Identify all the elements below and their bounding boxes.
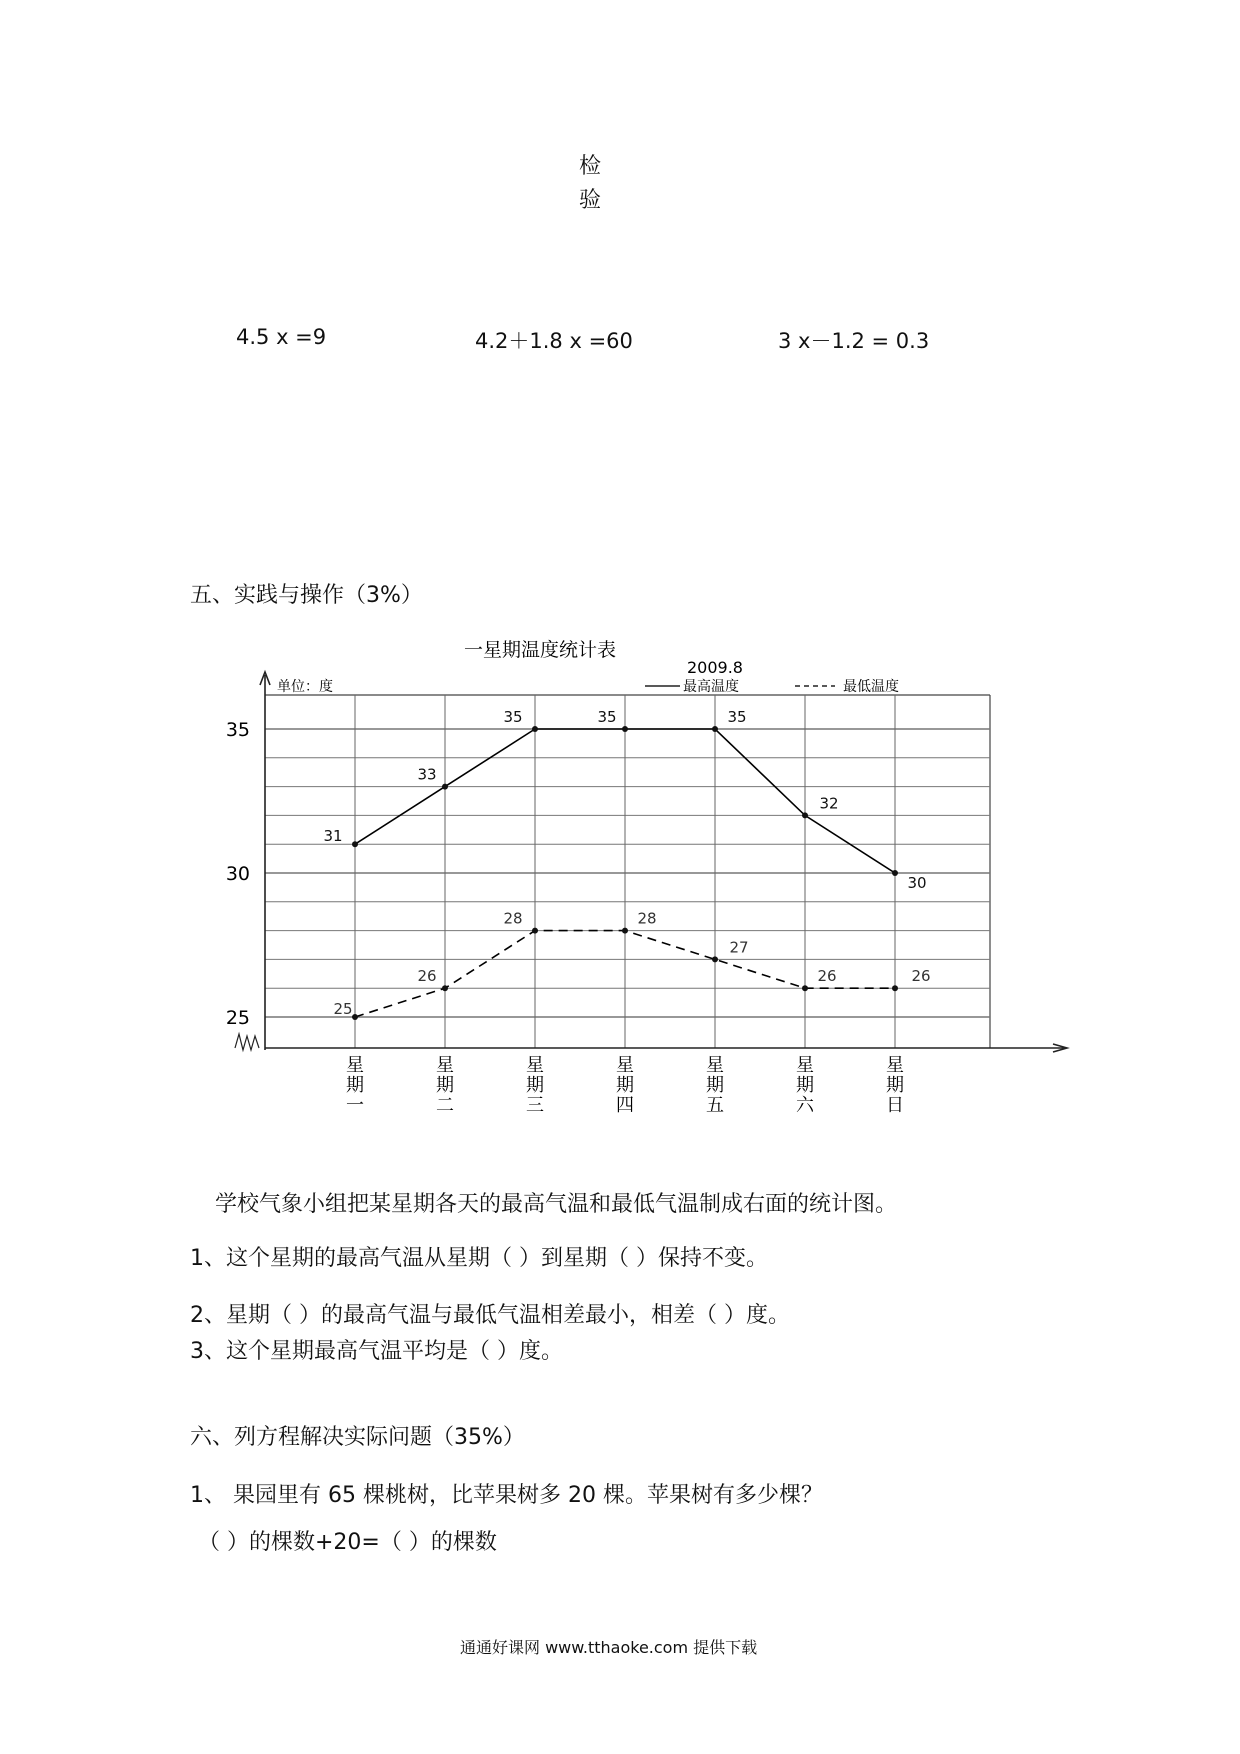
footer: 通通好课网 www.tthaoke.com 提供下载: [460, 1638, 758, 1657]
chart-title: 一星期温度统计表: [463, 639, 617, 661]
y-tick-label: 35: [225, 719, 250, 741]
question-1: 1、这个星期的最高气温从星期（ ）到星期（ ）保持不变。: [190, 1246, 768, 1271]
x-tick-label-char: 一: [346, 1095, 364, 1116]
data-point: [622, 726, 628, 732]
legend-label-min: 最低温度: [843, 679, 899, 695]
chart-labels: [226, 639, 931, 1116]
data-label: 35: [597, 708, 617, 726]
x-tick-label-char: 二: [436, 1095, 454, 1116]
section-6-heading: 六、列方程解决实际问题（35%）: [190, 1425, 525, 1450]
x-tick-label-char: 期: [706, 1075, 724, 1096]
x-tick-label-char: 五: [706, 1095, 724, 1116]
data-point: [892, 870, 898, 876]
data-point: [442, 784, 448, 790]
data-label: 26: [911, 967, 931, 986]
equation-2: 4.2＋1.8 x =60: [475, 329, 633, 353]
data-label: 31: [323, 827, 343, 846]
data-label: 32: [819, 794, 839, 813]
data-label: 35: [503, 708, 523, 726]
question-intro: 学校气象小组把某星期各天的最高气温和最低气温制成右面的统计图。: [215, 1192, 898, 1217]
x-tick-label-char: 期: [616, 1075, 634, 1096]
x-tick-label-char: 四: [616, 1095, 634, 1116]
data-point: [442, 985, 448, 991]
axis-break-icon: [235, 1034, 259, 1050]
check-label-2: 验: [578, 188, 601, 213]
x-tick-label-char: 期: [796, 1075, 814, 1096]
section-6-question-1: 1、 果园里有 65 棵桃树，比苹果树多 20 棵。苹果树有多少棵？: [190, 1483, 823, 1508]
x-tick-label-char: 六: [796, 1095, 814, 1116]
data-point: [352, 841, 358, 847]
x-tick-label-char: 星: [616, 1055, 634, 1076]
data-point: [802, 985, 808, 991]
x-tick-label-char: 三: [526, 1095, 544, 1116]
data-point: [802, 812, 808, 818]
x-tick-label-char: 星: [886, 1055, 904, 1076]
question-2: 2、星期（ ）的最高气温与最低气温相差最小，相差（ ）度。: [190, 1303, 790, 1328]
data-label: 26: [417, 967, 437, 986]
data-label: 35: [727, 708, 747, 726]
data-label: 28: [637, 909, 657, 928]
data-point: [532, 726, 538, 732]
x-tick-label-char: 星: [346, 1055, 364, 1076]
chart-grid: [265, 695, 990, 1048]
y-tick-label: 25: [225, 1007, 250, 1029]
equation-3: 3 x－1.2 = 0.3: [778, 329, 930, 353]
data-point: [622, 928, 628, 934]
data-label: 25: [333, 1000, 353, 1018]
data-point: [532, 928, 538, 934]
data-point: [712, 726, 718, 732]
legend-label-max: 最高温度: [683, 679, 739, 695]
temperature-line-chart: [195, 625, 1075, 1125]
x-tick-label-char: 期: [526, 1075, 544, 1096]
chart-subtitle: 2009.8: [687, 658, 743, 677]
x-tick-label-char: 日: [886, 1095, 904, 1116]
y-tick-label: 30: [225, 863, 250, 885]
data-label: 33: [417, 765, 437, 784]
data-label: 30: [907, 874, 927, 892]
check-label-1: 检: [578, 154, 601, 179]
x-tick-label-char: 星: [706, 1055, 724, 1076]
x-tick-label-char: 星: [436, 1055, 454, 1076]
chart-unit-label: 单位：度: [277, 679, 333, 695]
x-tick-label-char: 期: [346, 1075, 364, 1096]
data-label: 28: [503, 909, 523, 928]
section-5-heading: 五、实践与操作（3%）: [190, 583, 423, 608]
section-6-question-1-fill: （ ）的棵数+20=（ ）的棵数: [198, 1530, 497, 1555]
data-point: [352, 1014, 358, 1020]
data-label: 27: [729, 938, 749, 957]
x-tick-label-char: 星: [526, 1055, 544, 1076]
x-tick-label-char: 星: [796, 1055, 814, 1076]
data-label: 26: [817, 967, 837, 986]
data-point: [892, 985, 898, 991]
question-3: 3、这个星期最高气温平均是（ ）度。: [190, 1339, 563, 1364]
data-point: [712, 956, 718, 962]
x-tick-label-char: 期: [886, 1075, 904, 1096]
x-tick-label-char: 期: [436, 1075, 454, 1096]
equation-1: 4.5 x =9: [236, 325, 327, 349]
